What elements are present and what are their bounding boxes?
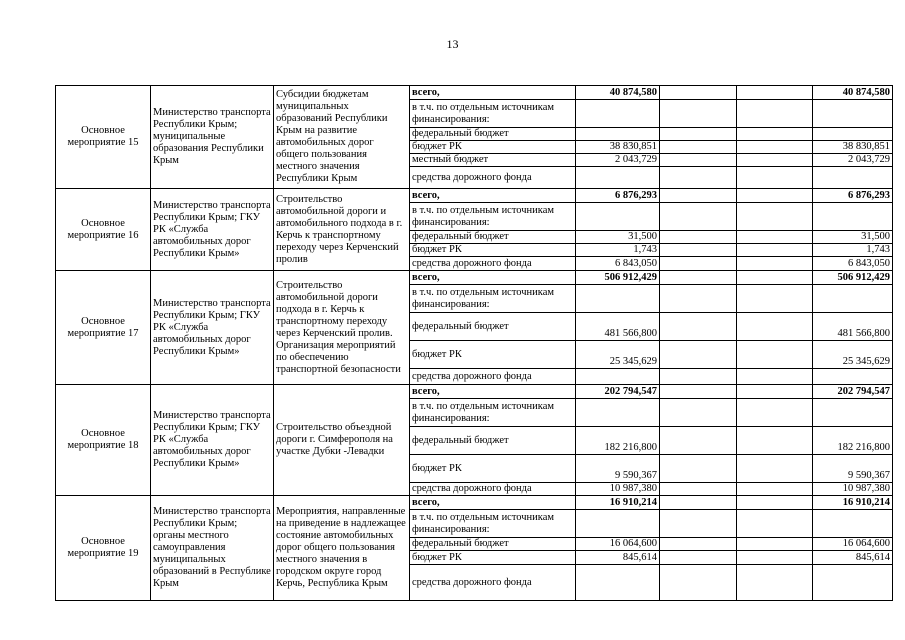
description-cell: Строительство объездной дороги г. Симферополя на участке Дубки -Левадки bbox=[274, 385, 410, 496]
value-cell: 182 216,800 bbox=[576, 427, 660, 455]
empty-cell bbox=[737, 496, 813, 510]
empty-cell bbox=[737, 551, 813, 565]
empty-cell bbox=[737, 271, 813, 285]
funding-source-cell: бюджет РК bbox=[410, 455, 576, 483]
funding-source-cell: федеральный бюджет bbox=[410, 538, 576, 551]
empty-cell bbox=[660, 427, 737, 455]
total-cell: 40 874,580 bbox=[813, 86, 893, 100]
empty-cell bbox=[660, 128, 737, 141]
executor-cell: Министерство транспорта Республики Крым; ГКУ РК «Служба автомобильных дорог Республики Крым» bbox=[151, 189, 274, 271]
funding-source-cell: федеральный бюджет bbox=[410, 231, 576, 244]
total-cell bbox=[813, 565, 893, 601]
total-cell: 481 566,800 bbox=[813, 313, 893, 341]
empty-cell bbox=[737, 141, 813, 154]
empty-cell bbox=[660, 510, 737, 538]
total-cell: 16 910,214 bbox=[813, 496, 893, 510]
empty-cell bbox=[737, 369, 813, 385]
table-row bbox=[56, 189, 893, 203]
empty-cell bbox=[660, 244, 737, 257]
funding-source-cell: в т.ч. по отдельным источникам финансирования: bbox=[410, 100, 576, 128]
funding-source-cell: местный бюджет bbox=[410, 154, 576, 167]
executor-cell: Министерство транспорта Республики Крым; муниципальные образования Республики Крым bbox=[151, 86, 274, 189]
empty-cell bbox=[737, 189, 813, 203]
empty-cell bbox=[737, 313, 813, 341]
description-cell: Строительство автомобильной дороги подхода в г. Керчь к транспортному переходу через Керченский пролив. Организация мероприятий по обеспечению транспортной безопасности bbox=[274, 271, 410, 385]
empty-cell bbox=[737, 385, 813, 399]
value-cell: 16 910,214 bbox=[576, 496, 660, 510]
value-cell: 40 874,580 bbox=[576, 86, 660, 100]
empty-cell bbox=[660, 341, 737, 369]
funding-source-cell: средства дорожного фонда bbox=[410, 257, 576, 271]
empty-cell bbox=[737, 565, 813, 601]
empty-cell bbox=[737, 427, 813, 455]
value-cell: 481 566,800 bbox=[576, 313, 660, 341]
empty-cell bbox=[737, 100, 813, 128]
funding-source-cell: средства дорожного фонда bbox=[410, 565, 576, 601]
total-cell bbox=[813, 128, 893, 141]
event-name-cell: Основное мероприятие 18 bbox=[56, 385, 151, 496]
empty-cell bbox=[737, 538, 813, 551]
empty-cell bbox=[660, 100, 737, 128]
funding-source-cell: всего, bbox=[410, 496, 576, 510]
empty-cell bbox=[660, 203, 737, 231]
empty-cell bbox=[737, 203, 813, 231]
value-cell bbox=[576, 399, 660, 427]
empty-cell bbox=[660, 257, 737, 271]
empty-cell bbox=[660, 369, 737, 385]
funding-source-cell: бюджет РК bbox=[410, 141, 576, 154]
value-cell bbox=[576, 510, 660, 538]
event-name-cell: Основное мероприятие 16 bbox=[56, 189, 151, 271]
funding-source-cell: в т.ч. по отдельным источникам финансирования: bbox=[410, 285, 576, 313]
total-cell: 6 876,293 bbox=[813, 189, 893, 203]
empty-cell bbox=[737, 128, 813, 141]
empty-cell bbox=[660, 141, 737, 154]
total-cell: 38 830,851 bbox=[813, 141, 893, 154]
table-row bbox=[56, 385, 893, 399]
total-cell bbox=[813, 510, 893, 538]
executor-cell: Министерство транспорта Республики Крым; ГКУ РК «Служба автомобильных дорог Республики Крым» bbox=[151, 385, 274, 496]
total-cell bbox=[813, 285, 893, 313]
value-cell: 38 830,851 bbox=[576, 141, 660, 154]
value-cell: 25 345,629 bbox=[576, 341, 660, 369]
value-cell bbox=[576, 565, 660, 601]
funding-source-cell: бюджет РК bbox=[410, 341, 576, 369]
funding-source-cell: бюджет РК bbox=[410, 244, 576, 257]
description-cell: Мероприятия, направленные на приведение в надлежащее состояние автомобильных дорог общего пользования местного значения в городском округе город Керчь, Республика Крым bbox=[274, 496, 410, 601]
funding-source-cell: в т.ч. по отдельным источникам финансирования: bbox=[410, 203, 576, 231]
empty-cell bbox=[737, 244, 813, 257]
empty-cell bbox=[660, 538, 737, 551]
empty-cell bbox=[660, 271, 737, 285]
value-cell: 1,743 bbox=[576, 244, 660, 257]
total-cell bbox=[813, 203, 893, 231]
empty-cell bbox=[737, 455, 813, 483]
value-cell: 31,500 bbox=[576, 231, 660, 244]
funding-source-cell: федеральный бюджет bbox=[410, 313, 576, 341]
value-cell bbox=[576, 285, 660, 313]
funding-source-cell: всего, bbox=[410, 385, 576, 399]
value-cell: 6 876,293 bbox=[576, 189, 660, 203]
funding-source-cell: бюджет РК bbox=[410, 551, 576, 565]
empty-cell bbox=[737, 86, 813, 100]
empty-cell bbox=[660, 313, 737, 341]
empty-cell bbox=[660, 385, 737, 399]
total-cell bbox=[813, 369, 893, 385]
empty-cell bbox=[660, 167, 737, 189]
empty-cell bbox=[737, 257, 813, 271]
value-cell bbox=[576, 128, 660, 141]
event-name-cell: Основное мероприятие 17 bbox=[56, 271, 151, 385]
value-cell: 202 794,547 bbox=[576, 385, 660, 399]
empty-cell bbox=[737, 285, 813, 313]
total-cell: 2 043,729 bbox=[813, 154, 893, 167]
page-number: 13 bbox=[446, 37, 459, 51]
executor-cell: Министерство транспорта Республики Крым; органы местного самоуправления муниципальных образований в Республике Крым bbox=[151, 496, 274, 601]
value-cell: 506 912,429 bbox=[576, 271, 660, 285]
total-cell: 25 345,629 bbox=[813, 341, 893, 369]
funding-source-cell: средства дорожного фонда bbox=[410, 483, 576, 496]
empty-cell bbox=[660, 189, 737, 203]
total-cell: 506 912,429 bbox=[813, 271, 893, 285]
empty-cell bbox=[660, 399, 737, 427]
funding-source-cell: средства дорожного фонда bbox=[410, 167, 576, 189]
budget-table bbox=[55, 85, 893, 601]
total-cell: 6 843,050 bbox=[813, 257, 893, 271]
value-cell bbox=[576, 100, 660, 128]
empty-cell bbox=[660, 231, 737, 244]
funding-source-cell: всего, bbox=[410, 189, 576, 203]
funding-source-cell: в т.ч. по отдельным источникам финансирования: bbox=[410, 399, 576, 427]
empty-cell bbox=[737, 483, 813, 496]
total-cell: 10 987,380 bbox=[813, 483, 893, 496]
executor-cell: Министерство транспорта Республики Крым; ГКУ РК «Служба автомобильных дорог Республики Крым» bbox=[151, 271, 274, 385]
empty-cell bbox=[737, 167, 813, 189]
value-cell bbox=[576, 167, 660, 189]
total-cell bbox=[813, 399, 893, 427]
empty-cell bbox=[660, 483, 737, 496]
value-cell: 9 590,367 bbox=[576, 455, 660, 483]
empty-cell bbox=[737, 341, 813, 369]
value-cell: 16 064,600 bbox=[576, 538, 660, 551]
description-cell: Строительство автомобильной дороги и автомобильного подхода в г. Керчь к транспортному переходу через Керченский пролив bbox=[274, 189, 410, 271]
total-cell: 202 794,547 bbox=[813, 385, 893, 399]
empty-cell bbox=[660, 285, 737, 313]
value-cell: 6 843,050 bbox=[576, 257, 660, 271]
event-name-cell: Основное мероприятие 19 bbox=[56, 496, 151, 601]
value-cell: 2 043,729 bbox=[576, 154, 660, 167]
value-cell: 845,614 bbox=[576, 551, 660, 565]
event-name-cell: Основное мероприятие 15 bbox=[56, 86, 151, 189]
table-row bbox=[56, 86, 893, 100]
empty-cell bbox=[660, 496, 737, 510]
total-cell: 16 064,600 bbox=[813, 538, 893, 551]
empty-cell bbox=[737, 231, 813, 244]
total-cell bbox=[813, 100, 893, 128]
description-cell: Субсидии бюджетам муниципальных образований Республики Крым на развитие автомобильных дорог общего пользования местного значения Республики Крым bbox=[274, 86, 410, 189]
empty-cell bbox=[660, 551, 737, 565]
empty-cell bbox=[660, 86, 737, 100]
total-cell: 182 216,800 bbox=[813, 427, 893, 455]
total-cell: 1,743 bbox=[813, 244, 893, 257]
value-cell bbox=[576, 203, 660, 231]
total-cell bbox=[813, 167, 893, 189]
value-cell bbox=[576, 369, 660, 385]
funding-source-cell: федеральный бюджет bbox=[410, 427, 576, 455]
total-cell: 31,500 bbox=[813, 231, 893, 244]
budget-table-body bbox=[56, 86, 893, 601]
table-row bbox=[56, 496, 893, 510]
total-cell: 9 590,367 bbox=[813, 455, 893, 483]
empty-cell bbox=[737, 399, 813, 427]
funding-source-cell: всего, bbox=[410, 271, 576, 285]
funding-source-cell: всего, bbox=[410, 86, 576, 100]
empty-cell bbox=[737, 510, 813, 538]
funding-source-cell: федеральный бюджет bbox=[410, 128, 576, 141]
empty-cell bbox=[737, 154, 813, 167]
funding-source-cell: в т.ч. по отдельным источникам финансирования: bbox=[410, 510, 576, 538]
total-cell: 845,614 bbox=[813, 551, 893, 565]
empty-cell bbox=[660, 565, 737, 601]
empty-cell bbox=[660, 455, 737, 483]
funding-source-cell: средства дорожного фонда bbox=[410, 369, 576, 385]
empty-cell bbox=[660, 154, 737, 167]
value-cell: 10 987,380 bbox=[576, 483, 660, 496]
table-row bbox=[56, 271, 893, 285]
